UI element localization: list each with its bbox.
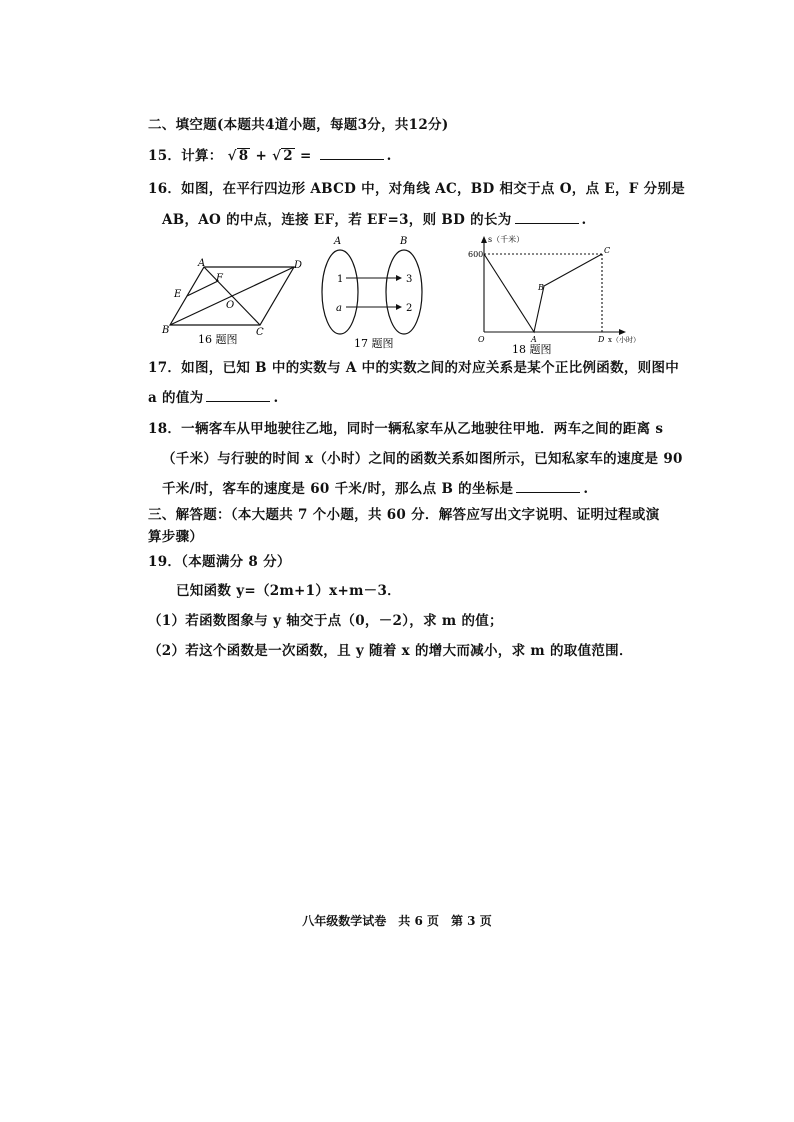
q18-line3 xyxy=(162,480,588,498)
fig18-x-axis-label: x（小时） xyxy=(608,336,640,344)
q16-line2-end: . xyxy=(581,212,587,228)
figure-18-graph xyxy=(452,232,640,357)
fig16-label-F: F xyxy=(216,273,223,284)
figure-16-parallelogram xyxy=(160,255,310,350)
fig17-set-a-label: A xyxy=(334,236,342,247)
fig17-set-a-ellipse xyxy=(322,250,358,334)
fig17-a-item-a: a xyxy=(336,303,342,314)
fig17-a-item-1: 1 xyxy=(337,274,344,285)
q19-given: 已知函数 y=（2m+1）x+m－3． xyxy=(176,583,401,599)
q16-answer-blank xyxy=(515,211,579,224)
q16-line1: 16．如图，在平行四边形 ABCD 中，对角线 AC，BD 相交于点 O，点 E，F 分别是 xyxy=(148,181,686,197)
figure-17-mapping xyxy=(314,232,444,352)
fig17-b-item-3: 3 xyxy=(406,274,413,285)
fig16-caption: 16 题图 xyxy=(198,333,238,346)
fig18-tick-600: 600 xyxy=(468,250,484,259)
sqrt-2: √ 2 xyxy=(272,148,293,164)
section3-heading-line1: 三、解答题：（本大题共 7 个小题，共 60 分．解答应写出文字说明、证明过程或演 xyxy=(148,507,660,523)
q17-answer-blank xyxy=(206,389,270,402)
page-footer: 八年级数学试卷 共 6 页 第 3 页 xyxy=(302,914,492,928)
fig16-label-O: O xyxy=(226,300,235,311)
question-15 xyxy=(148,147,392,165)
q19-title: 19．（本题满分 8 分） xyxy=(148,554,291,570)
q15-prefix: 15．计算： xyxy=(148,148,223,164)
fig17-set-b-ellipse xyxy=(386,250,422,334)
q17-line1: 17．如图，已知 B 中的实数与 A 中的实数之间的对应关系是某个正比例函数，则图中 xyxy=(148,360,680,376)
fig18-y-axis-label: s（千米） xyxy=(488,235,525,244)
q15-answer-blank xyxy=(320,147,384,160)
q17-line2 xyxy=(148,389,278,407)
fig16-label-C: C xyxy=(256,327,264,338)
q15-tail: . xyxy=(386,148,392,164)
q18-line1: 18．一辆客车从甲地驶往乙地，同时一辆私家车从乙地驶往甲地．两车之间的距离 s xyxy=(148,421,664,437)
fig18-label-A: A xyxy=(531,335,537,344)
q18-line2: （千米）与行驶的时间 x（小时）之间的函数关系如图所示，已知私家车的速度是 90 xyxy=(162,451,683,467)
fig16-label-B: B xyxy=(162,325,170,336)
fig18-label-C: C xyxy=(604,246,611,255)
fig18-label-D: D xyxy=(598,335,605,344)
fig18-origin-label: O xyxy=(478,335,485,344)
q19-part2: （2）若这个函数是一次函数，且 y 随着 x 的增大而减小，求 m 的取值范围． xyxy=(148,643,633,659)
section3-heading-line2: 算步骤） xyxy=(148,529,204,545)
q16-line2 xyxy=(162,211,587,229)
fig16-label-D: D xyxy=(294,260,303,271)
q18-answer-blank xyxy=(516,480,580,493)
fig17-set-b-label: B xyxy=(400,236,408,247)
fig17-b-item-2: 2 xyxy=(406,303,413,314)
q16-line2-text: AB，AO 的中点，连接 EF，若 EF=3，则 BD 的长为 xyxy=(162,212,512,228)
q18-line3-text: 千米/时，客车的速度是 60 千米/时，那么点 B 的坐标是 xyxy=(162,481,514,497)
fig17-caption: 17 题图 xyxy=(354,337,394,350)
fig18-label-B: B xyxy=(538,283,544,292)
section2-heading: 二、填空题(本题共4道小题，每题3分，共12分) xyxy=(148,117,449,133)
fig16-label-E: E xyxy=(174,289,182,300)
q17-line2-text: a 的值为 xyxy=(148,390,204,406)
fig18-caption: 18 题图 xyxy=(512,343,552,356)
fig16-label-A: A xyxy=(198,258,206,269)
q19-part1: （1）若函数图象与 y 轴交于点（0，－2），求 m 的值； xyxy=(148,613,503,629)
sqrt-8: √ 8 xyxy=(227,148,249,164)
q15-plus: + xyxy=(255,148,268,164)
q18-line3-end: . xyxy=(583,481,589,497)
q15-equals: = xyxy=(300,148,312,164)
q17-line2-end: . xyxy=(273,390,279,406)
